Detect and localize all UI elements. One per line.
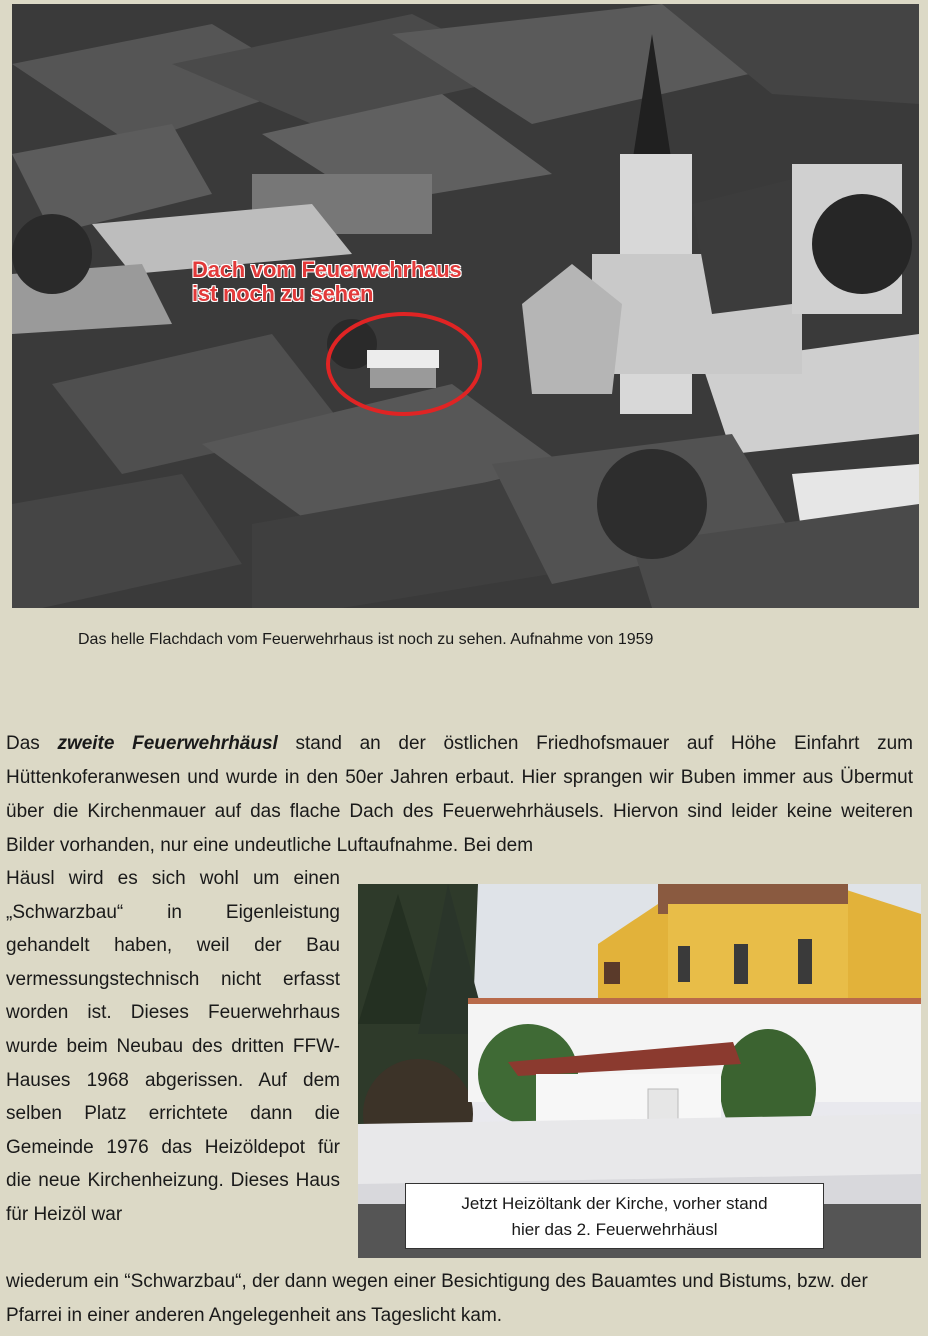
overlay-label-line2: ist noch zu sehen: [192, 281, 374, 306]
photo-overlay-label: [192, 258, 461, 306]
paragraph-2: Häusl wird es sich wohl um einen „Schwarzbau“ in Eigenleistung gehandelt haben, weil der Bau vermessungstechnisch nicht erfasst worden ist. Dieses Feuerwehrhaus wurde beim Neubau des dritten FFW- Hauses 1968 abgerissen. Auf dem selben Platz errichtete dann die Gemeinde 1976 das Heizöldepot für die neue Kirchenheizung. Dieses Haus für Heizöl war: [6, 868, 340, 1225]
paragraph-1-text: stand an der östlichen Friedhofsmauer auf Höhe Einfahrt zum Hüttenkoferanwesen und wurde in den 50er Jahren erbaut. Hier sprangen wir Buben immer aus Übermut über die Kirchenmauer auf das flache Dach des Feuerwehrhäusels. Hiervon sind leider keine weiteren Bilder vorhanden, nur eine undeutliche Luftaufnahme. Bei dem: [6, 733, 913, 856]
caption-right-line2: hier das 2. Feuerwehrhäusl: [511, 1220, 718, 1239]
paragraph-3: wiederum ein “Schwarzbau“, der dann wegen einer Besichtigung des Bauamtes und Bistums, bzw. der Pfarrei in einer anderen Angelegenheit ans Tageslicht kam.: [6, 1271, 868, 1326]
photo-caption-right: [405, 1183, 824, 1249]
paragraph-1: [6, 727, 913, 863]
photo-caption-top: Das helle Flachdach vom Feuerwehrhaus ist noch zu sehen. Aufnahme von 1959: [78, 631, 654, 648]
caption-right-line1: Jetzt Heizöltank der Kirche, vorher stand: [461, 1194, 768, 1213]
overlay-label-line1: Dach vom Feuerwehrhaus: [192, 257, 462, 282]
paragraph-1-emphasis: zweite Feuerwehrhäusl: [57, 733, 278, 754]
aerial-photo-1959: [12, 4, 919, 608]
paragraph-1-lead: Das: [6, 733, 58, 754]
